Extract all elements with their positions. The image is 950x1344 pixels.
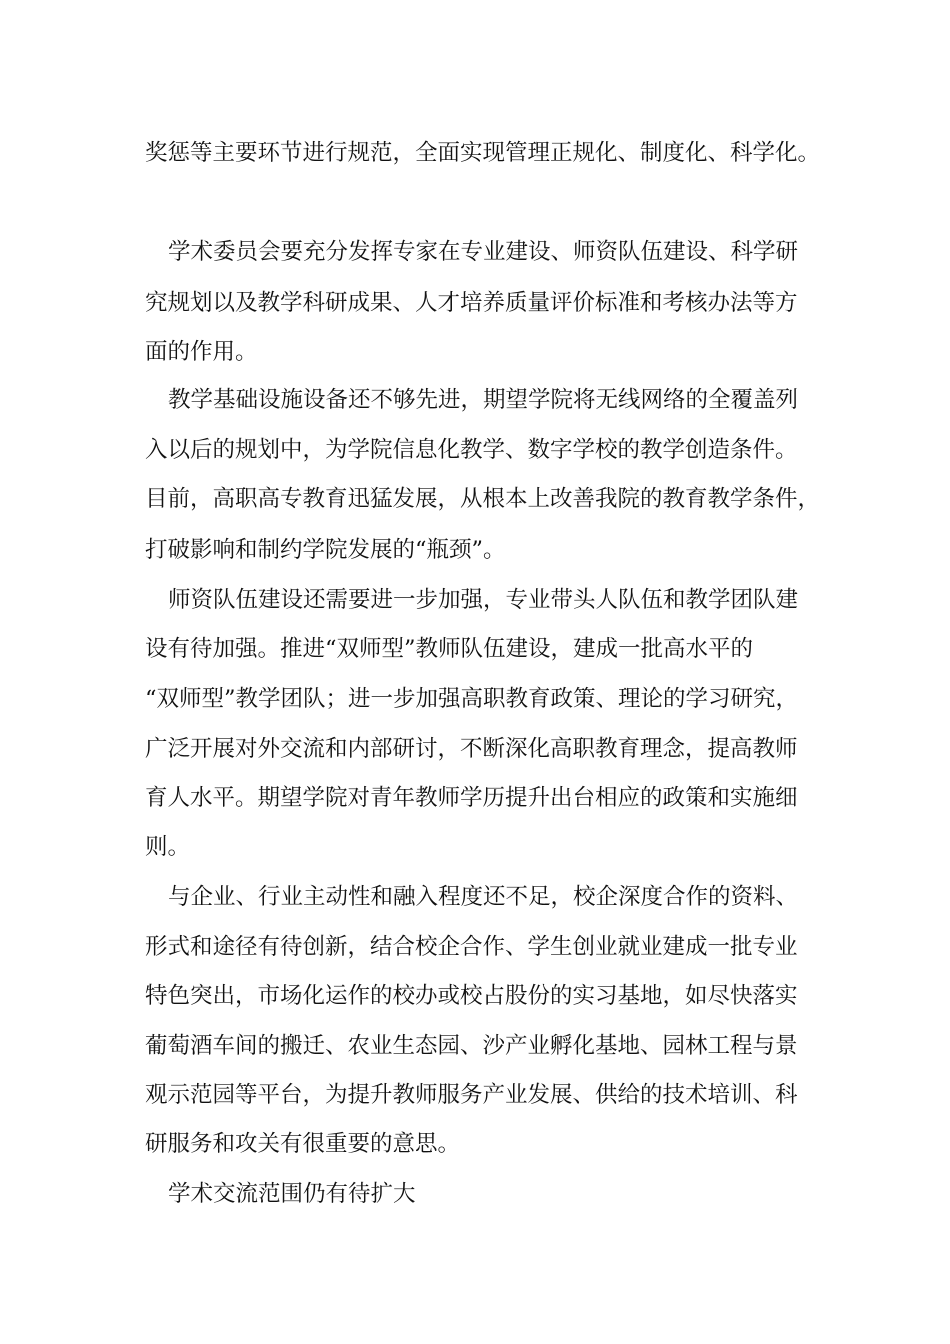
text-line: 面的作用。 <box>145 339 258 365</box>
text-line: 观示范园等平台，为提升教师服务产业发展、供给的技术培训、科 <box>145 1082 798 1108</box>
text-line: 打破影响和制约学院发展的“瓶颈”。 <box>145 537 506 563</box>
text-line: 目前，高职高专教育迅猛发展，从根本上改善我院的教育教学条件， <box>145 486 821 512</box>
text-line: 研服务和攻关有很重要的意思。 <box>145 1131 461 1157</box>
text-line: 则。 <box>145 834 191 860</box>
text-line: 入以后的规划中，为学院信息化教学、数字学校的教学创造条件。 <box>145 437 798 463</box>
text-line: 究规划以及教学科研成果、人才培养质量评价标准和考核办法等方 <box>145 290 798 316</box>
text-line: 广泛开展对外交流和内部研讨，不断深化高职教育理念，提高教师 <box>145 736 798 762</box>
paragraph-first-line: 学术委员会要充分发挥专家在专业建设、师资队伍建设、科学研 <box>168 239 799 265</box>
text-line: 特色突出，市场化运作的校办或校占股份的实习基地，如尽快落实 <box>145 983 798 1009</box>
paragraph-first-line: 学术交流范围仍有待扩大 <box>168 1181 416 1207</box>
paragraph-first-line: 与企业、行业主动性和融入程度还不足，校企深度合作的资料、 <box>168 884 799 910</box>
text-line: 葡萄酒车间的搬迁、农业生态园、沙产业孵化基地、园林工程与景 <box>145 1033 798 1059</box>
paragraph-first-line: 师资队伍建设还需要进一步加强，专业带头人队伍和教学团队建 <box>168 587 799 613</box>
text-line: “双师型”教学团队；进一步加强高职教育政策、理论的学习研究， <box>145 686 799 712</box>
text-line: 育人水平。期望学院对青年教师学历提升出台相应的政策和实施细 <box>145 785 798 811</box>
text-line: 设有待加强。推进“双师型”教师队伍建设，建成一批高水平的 <box>145 636 754 662</box>
text-line: 奖惩等主要环节进行规范，全面实现管理正规化、制度化、科学化。 <box>145 140 821 166</box>
paragraph-first-line: 教学基础设施设备还不够先进，期望学院将无线网络的全覆盖列 <box>168 387 799 413</box>
text-line: 形式和途径有待创新，结合校企合作、学生创业就业建成一批专业 <box>145 934 798 960</box>
